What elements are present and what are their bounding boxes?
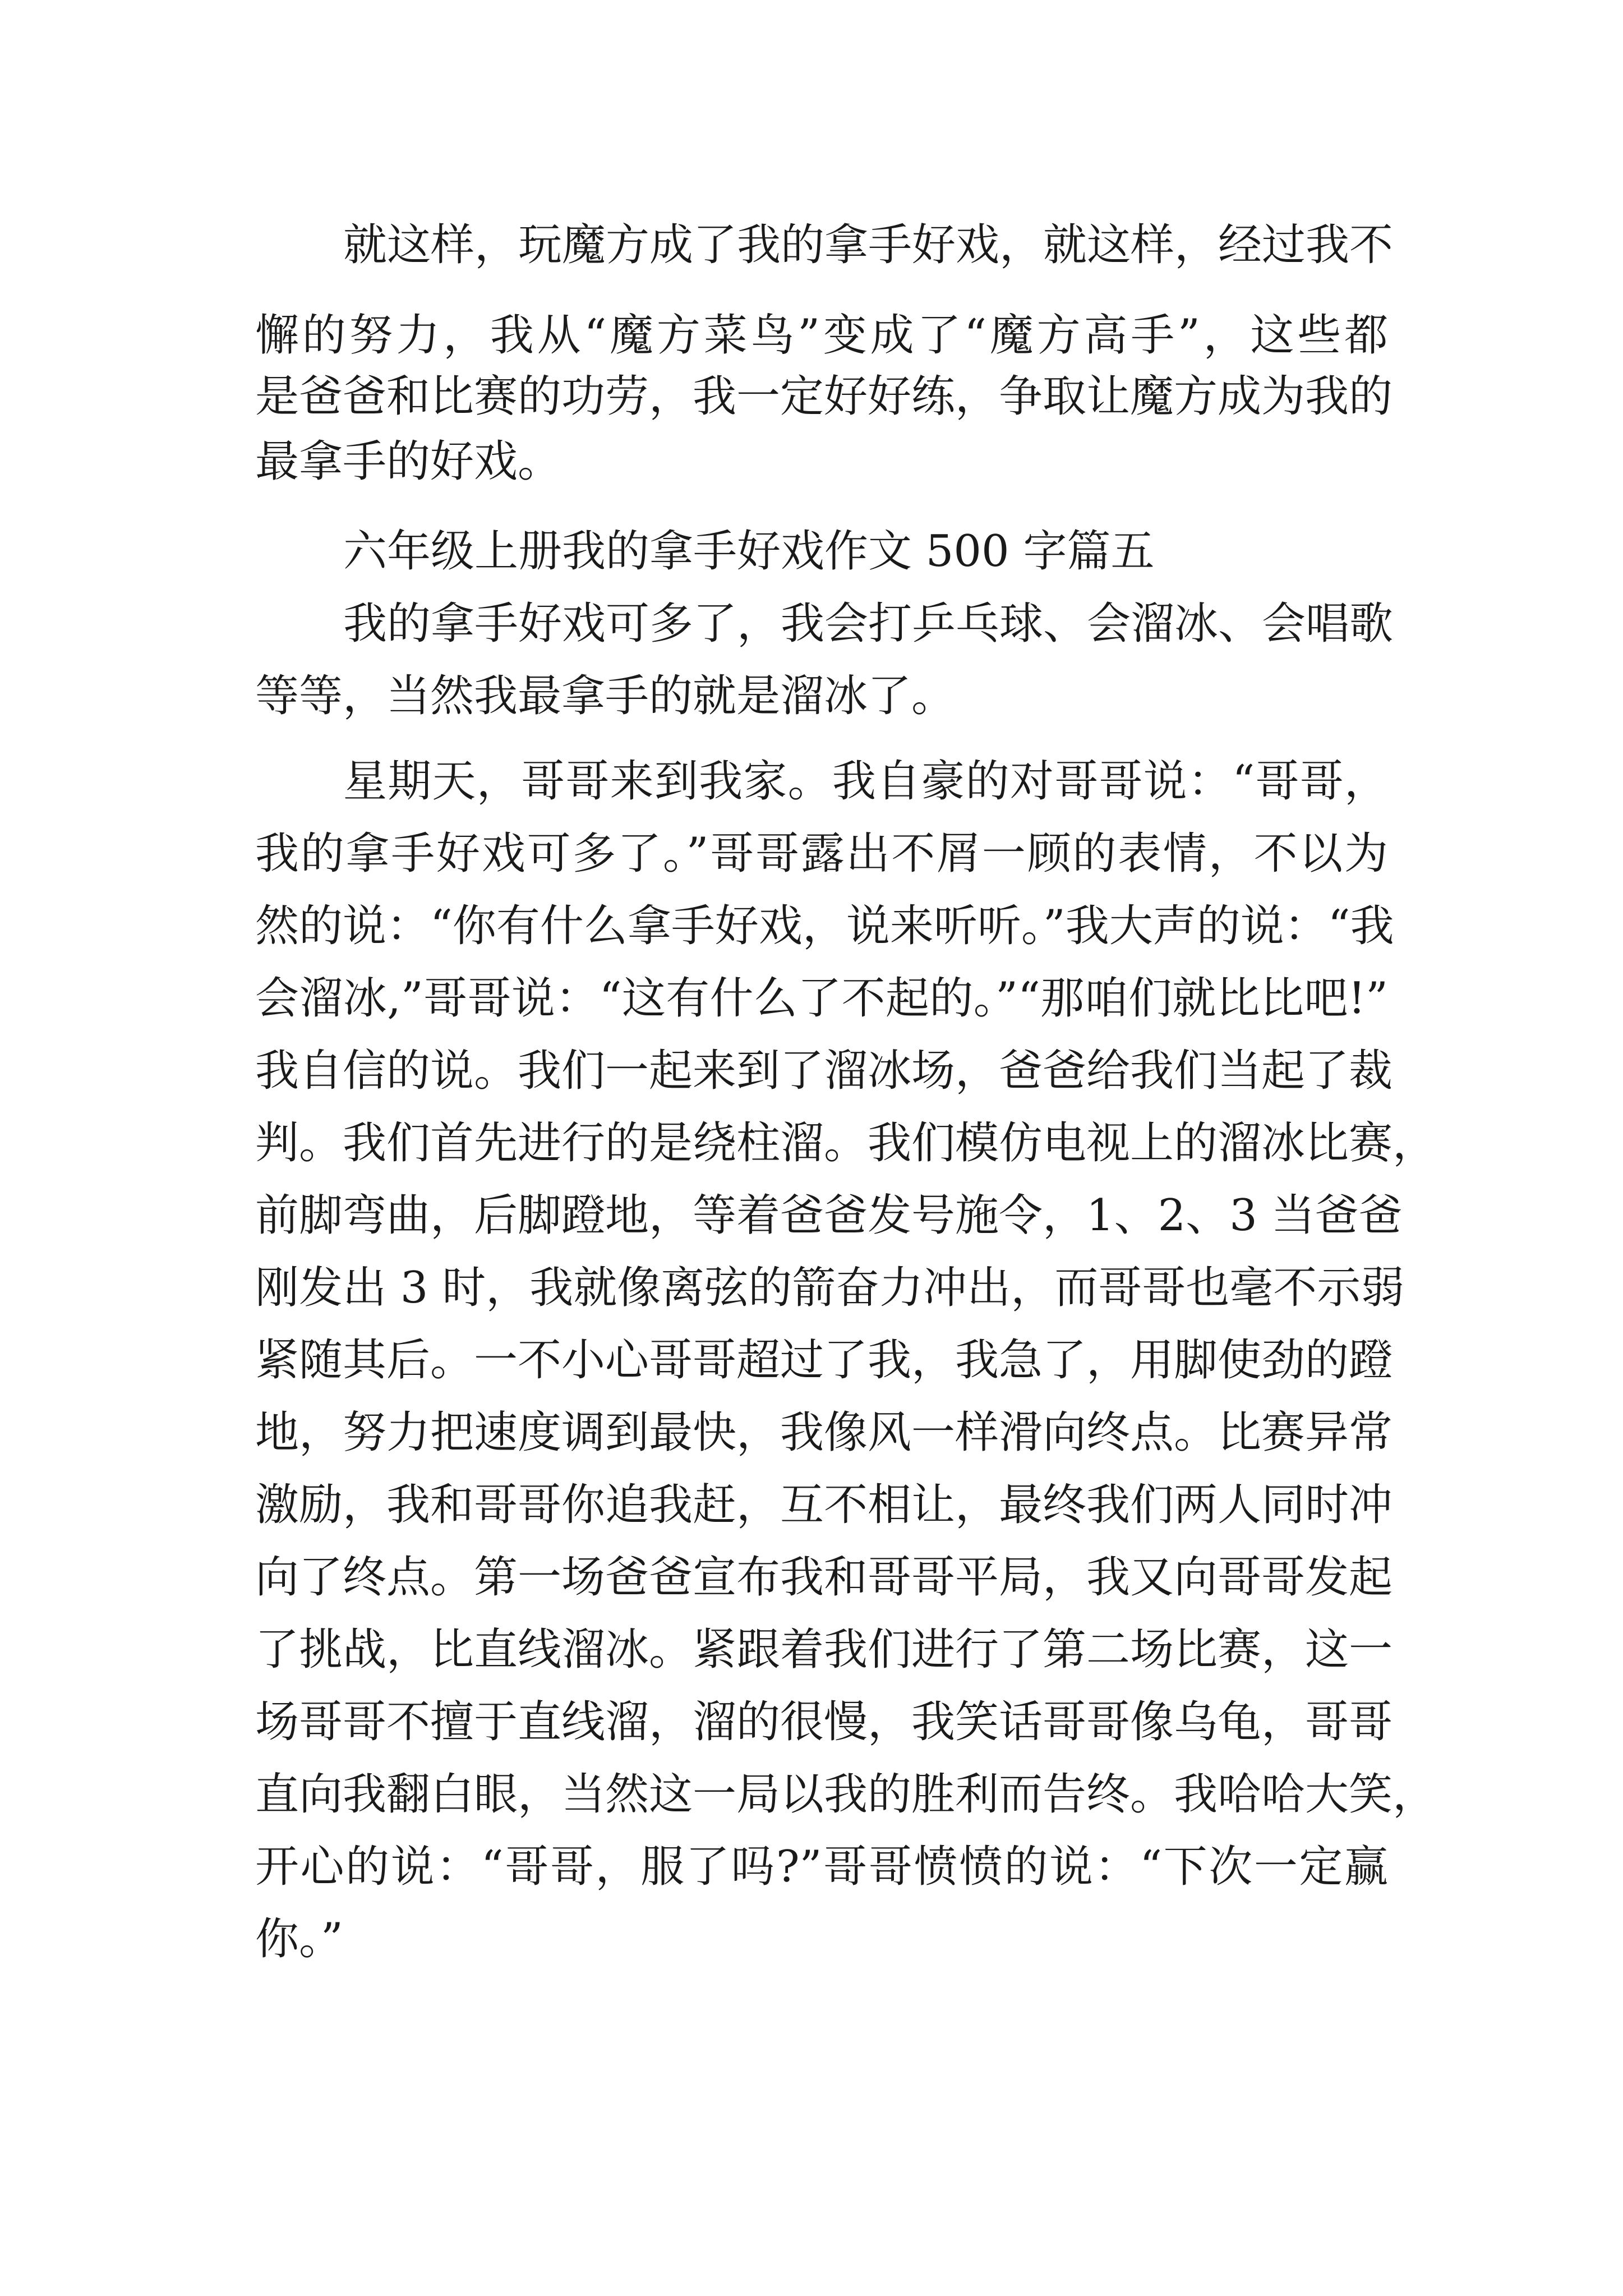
paragraph-1-line-4: 最拿手的好戏。 [255, 436, 562, 487]
paragraph-3-line-6: 判。我们首先进行的是绕柱溜。我们模仿电视上的溜冰比赛， [255, 1118, 1437, 1168]
paragraph-1-line-3: 是爸爸和比赛的功劳，我一定好好练，争取让魔方成为我的 [255, 371, 1393, 422]
paragraph-3-line-12: 向了终点。第一场爸爸宣布我和哥哥平局，我又向哥哥发起 [255, 1552, 1393, 1603]
paragraph-3-line-13: 了挑战，比直线溜冰。紧跟着我们进行了第二场比赛，这一 [255, 1625, 1393, 1675]
paragraph-1-line-2: 懈的努力，我从“魔方菜鸟”变成了“魔方高手”，这些都 [255, 310, 1388, 361]
paragraph-3-line-14: 场哥哥不擅于直线溜，溜的很慢，我笑话哥哥像乌龟，哥哥 [255, 1697, 1393, 1747]
paragraph-3-line-17: 你。” [255, 1914, 343, 1964]
paragraph-3-line-3: 然的说：“你有什么拿手好戏，说来听听。”我大声的说：“我 [255, 901, 1394, 951]
paragraph-2-line-1: 我的拿手好戏可多了，我会打乒乓球、会溜冰、会唱歌 [343, 599, 1394, 649]
paragraph-3-line-9: 紧随其后。一不小心哥哥超过了我，我急了，用脚使劲的蹬 [255, 1335, 1393, 1386]
paragraph-3-line-16: 开心的说：“哥哥，服了吗?”哥哥愤愤的说：“下次一定赢 [255, 1842, 1388, 1892]
paragraph-3-line-15: 直向我翻白眼，当然这一局以我的胜利而告终。我哈哈大笑， [255, 1769, 1437, 1820]
section-heading: 六年级上册我的拿手好戏作文 500 字篇五 [343, 526, 1155, 577]
paragraph-3-line-1: 星期天，哥哥来到我家。我自豪的对哥哥说：“哥哥， [343, 756, 1388, 807]
paragraph-1-line-1: 就这样，玩魔方成了我的拿手好戏，就这样，经过我不 [343, 220, 1394, 270]
paragraph-3-line-2: 我的拿手好戏可多了。”哥哥露出不屑一顾的表情，不以为 [255, 829, 1388, 879]
paragraph-3-line-10: 地，努力把速度调到最快，我像风一样滑向终点。比赛异常 [255, 1407, 1393, 1458]
paragraph-3-line-7: 前脚弯曲，后脚蹬地，等着爸爸发号施令，1、2、3 当爸爸 [255, 1190, 1403, 1241]
paragraph-2-line-2: 等等，当然我最拿手的就是溜冰了。 [255, 671, 956, 721]
paragraph-3-line-5: 我自信的说。我们一起来到了溜冰场，爸爸给我们当起了裁 [255, 1046, 1393, 1096]
paragraph-3-line-8: 刚发出 3 时，我就像离弦的箭奋力冲出，而哥哥也毫不示弱 [255, 1263, 1405, 1313]
paragraph-3-line-11: 激励，我和哥哥你追我赶，互不相让，最终我们两人同时冲 [255, 1480, 1393, 1530]
paragraph-3-line-4: 会溜冰,”哥哥说：“这有什么了不起的。”“那咱们就比比吧!” [255, 973, 1388, 1024]
